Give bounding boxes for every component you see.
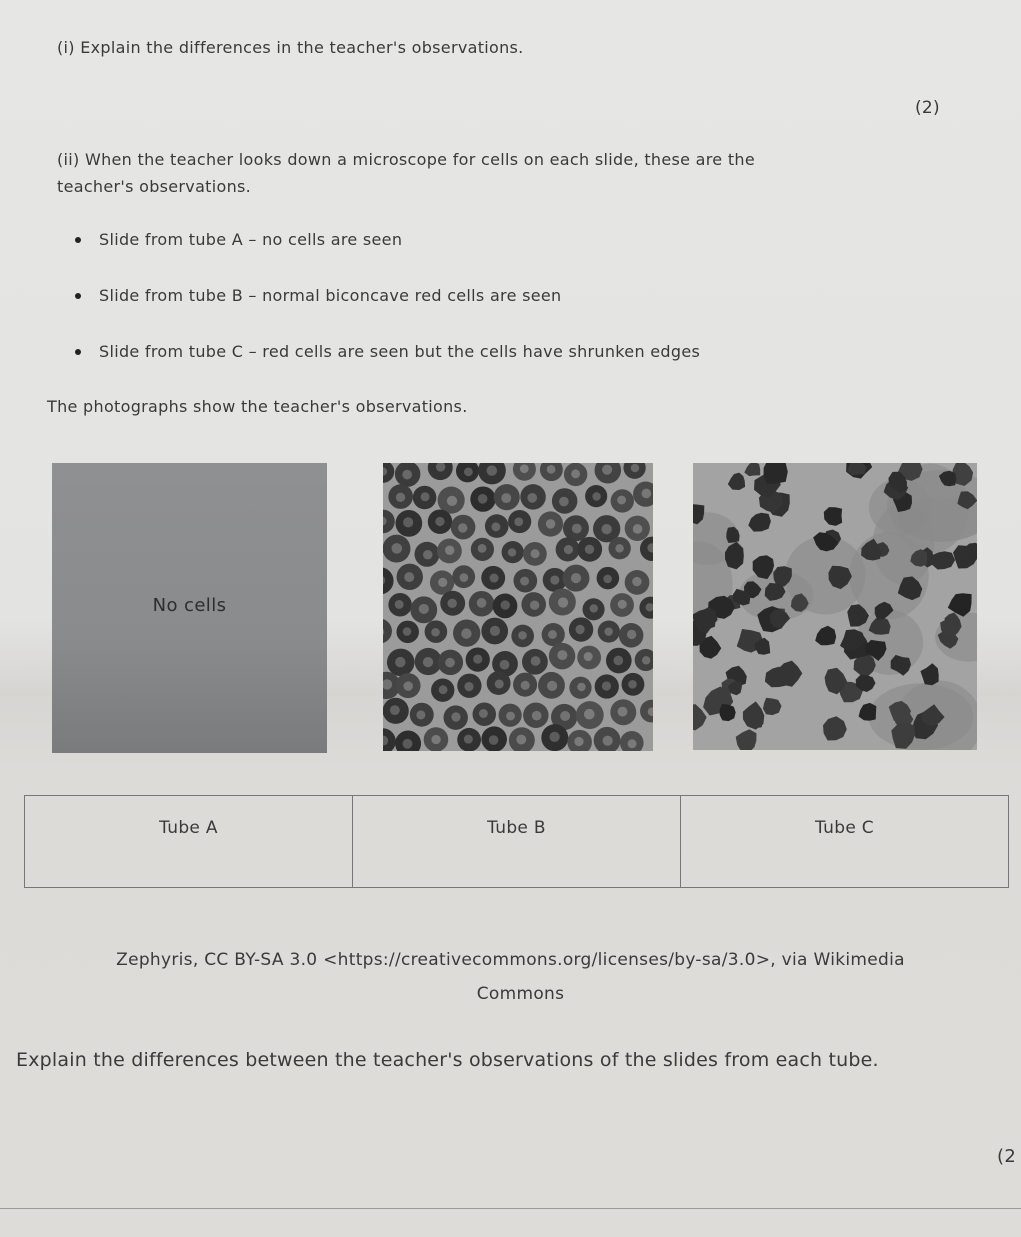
- image-credit-line-1: Zephyris, CC BY-SA 3.0 <https://creativecommons.org/licenses/by-sa/3.0>, via Wikimedia: [116, 950, 905, 970]
- observation-list: [75, 230, 700, 398]
- photos-intro: The photographs show the teacher's observations.: [47, 397, 468, 416]
- question-ii-line-1: (ii) When the teacher looks down a microscope for cells on each slide, these are the: [57, 150, 755, 169]
- question-i-marks: (2): [915, 98, 940, 118]
- question-i-text: (i) Explain the differences in the teacher's observations.: [57, 38, 524, 57]
- tube-a-cell: Tube A: [25, 796, 353, 888]
- normal-red-cells-image: [383, 463, 653, 751]
- task-text: Explain the differences between the teacher's observations of the slides from each tube.: [16, 1049, 879, 1071]
- tube-label-table: [24, 795, 1009, 888]
- observation-tube-b: Slide from tube B – normal biconcave red cells are seen: [75, 286, 700, 342]
- image-credit-line-2: Commons: [476, 984, 565, 1004]
- photo-tube-a: [52, 463, 327, 753]
- photo-tube-b: [383, 463, 653, 751]
- photo-tube-c: [693, 463, 977, 750]
- tube-b-cell: Tube B: [353, 796, 681, 888]
- question-ii-line-2: teacher's observations.: [57, 177, 252, 196]
- tube-c-cell: Tube C: [681, 796, 1009, 888]
- task-marks: (2: [997, 1146, 1017, 1167]
- observation-tube-a: Slide from tube A – no cells are seen: [75, 230, 700, 286]
- answer-line: [0, 1208, 1021, 1209]
- shrunken-red-cells-image: [693, 463, 977, 750]
- photo-tube-a-label: No cells: [152, 595, 227, 616]
- observation-tube-c: Slide from tube C – red cells are seen but the cells have shrunken edges: [75, 342, 700, 398]
